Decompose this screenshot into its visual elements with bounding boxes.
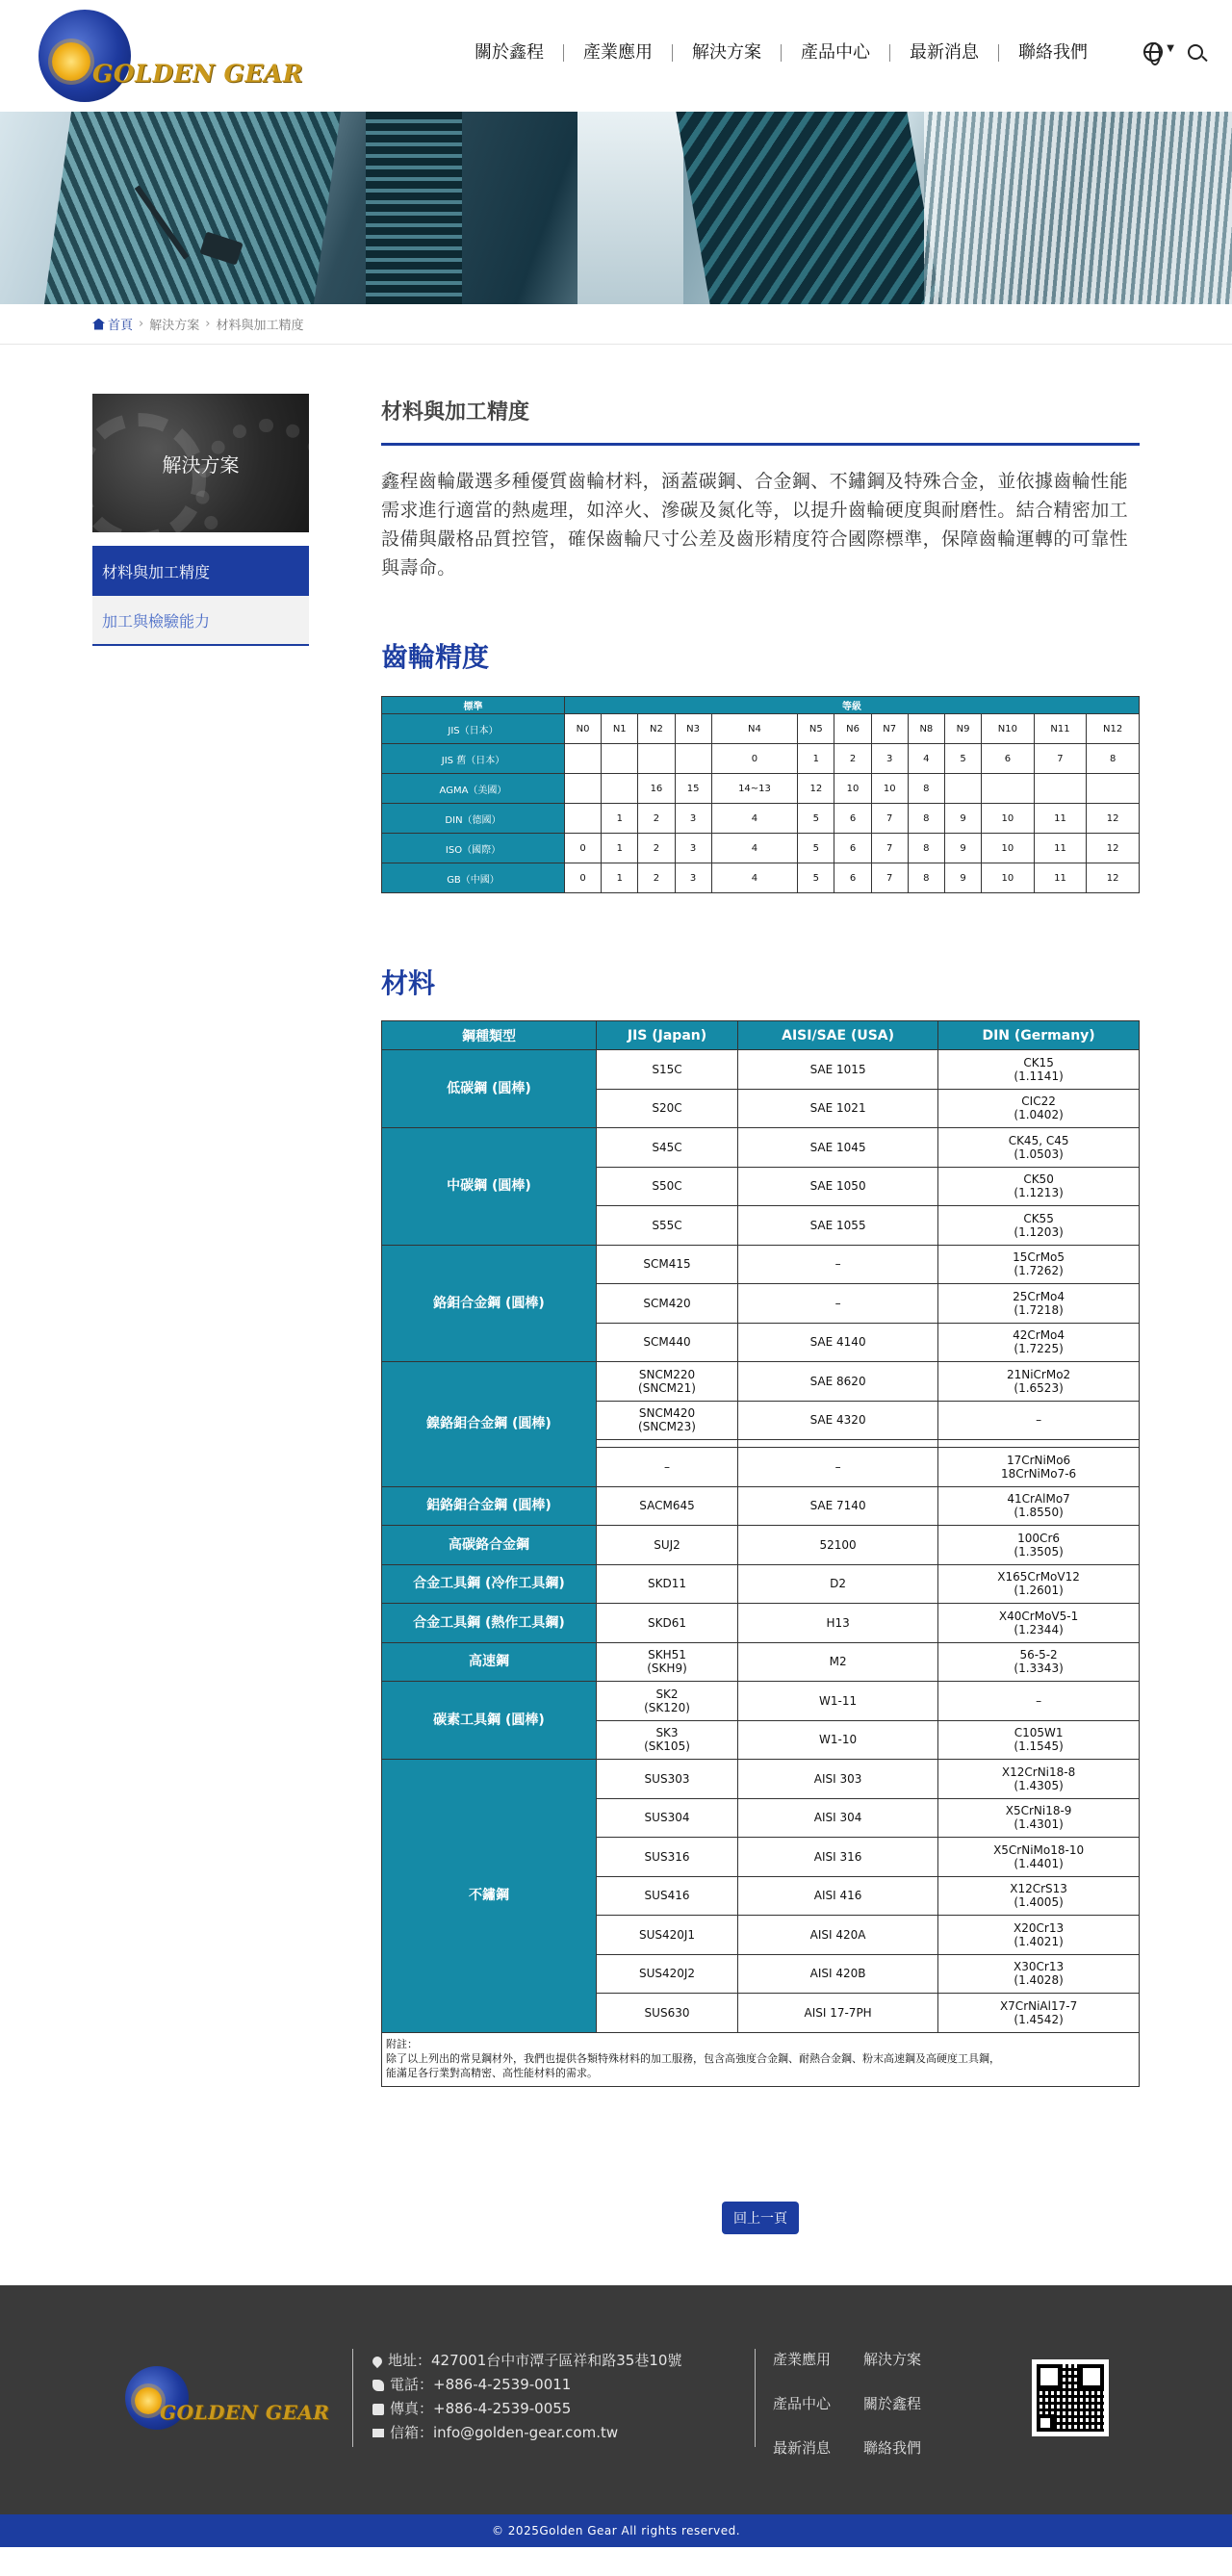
precision-row-label: DIN（德國）	[382, 804, 565, 834]
precision-header-standard: 標準	[382, 697, 565, 714]
material-cell-din: 17CrNiMo6 18CrNiMo7-6	[938, 1448, 1140, 1487]
qr-code[interactable]	[1032, 2359, 1109, 2436]
material-cell-jis: SUS420J2	[597, 1954, 738, 1994]
material-cell-jis: SUS420J1	[597, 1916, 738, 1955]
footer-link-contact[interactable]: 聯絡我們	[863, 2439, 922, 2457]
material-cell-din: X30Cr13 (1.4028)	[938, 1954, 1140, 1994]
material-row	[382, 1245, 1140, 1284]
search-icon[interactable]	[1188, 44, 1203, 60]
precision-cell: 1	[602, 804, 638, 834]
material-row	[382, 1760, 1140, 1799]
precision-cell: 2	[638, 834, 675, 863]
material-cell-aisi: AISI 17-7PH	[738, 1994, 938, 2033]
breadcrumb-current: 材料與加工精度	[216, 319, 304, 333]
precision-header-grade: 等級	[565, 697, 1140, 714]
precision-cell: N8	[908, 714, 944, 744]
material-category: 合金工具鋼 (冷作工具鋼)	[382, 1564, 597, 1604]
material-cell-aisi: W1-10	[738, 1720, 938, 1760]
intro-paragraph: 鑫程齒輪嚴選多種優質齒輪材料，涵蓋碳鋼、合金鋼、不鏽鋼及特殊合金，並依據齒輪性能需求進行適當的熱處理，如淬火、滲碳及氮化等，以提升齒輪硬度與耐磨性。結合精密加工設備與嚴格品質控管，確保齒輪尺寸公差及齒形精度符合國際標準，保障齒輪運轉的可靠性與壽命。	[381, 471, 1129, 579]
footer-address	[372, 2349, 681, 2373]
precision-cell: 5	[798, 834, 834, 863]
precision-row	[382, 834, 1140, 863]
material-table-body	[382, 1050, 1140, 2033]
material-cell-jis: SKH51 (SKH9)	[597, 1642, 738, 1682]
phone-icon	[372, 2380, 384, 2391]
precision-cell: 11	[1034, 863, 1087, 893]
nav-industry[interactable]: 產業應用	[563, 44, 672, 62]
precision-cell: N5	[798, 714, 834, 744]
material-cell-din: –	[938, 1401, 1140, 1440]
site-logo[interactable]	[38, 10, 304, 102]
site-footer	[0, 2285, 1232, 2514]
material-cell-din: X40CrMoV5-1 (1.2344)	[938, 1604, 1140, 1643]
logo-sun-icon	[52, 42, 90, 81]
precision-cell: 3	[675, 804, 711, 834]
material-category: 鎳鉻鉬合金鋼 (圓棒)	[382, 1362, 597, 1487]
footer-link-news[interactable]: 最新消息	[773, 2439, 832, 2457]
material-cell-din: 15CrMo5 (1.7262)	[938, 1245, 1140, 1284]
precision-cell: 3	[871, 744, 908, 774]
precision-cell: 15	[675, 774, 711, 804]
precision-cell: 5	[944, 744, 981, 774]
material-title: 材料	[381, 967, 436, 999]
fax-icon	[372, 2404, 384, 2415]
banner-building-3	[578, 112, 683, 304]
material-cell-jis: SNCM420 (SNCM23)	[597, 1401, 738, 1440]
material-cell-din	[938, 1440, 1140, 1448]
nav-solutions[interactable]: 解決方案	[672, 44, 781, 62]
precision-cell: 11	[1034, 834, 1087, 863]
footer-fax	[372, 2397, 681, 2421]
note-label: 附註：	[386, 2037, 418, 2050]
footer-contact	[352, 2349, 681, 2447]
chevron-down-icon[interactable]: ▼	[1167, 42, 1174, 54]
material-cell-din: X165CrMoV12 (1.2601)	[938, 1564, 1140, 1604]
material-cell-din: 56-5-2 (1.3343)	[938, 1642, 1140, 1682]
material-cell-jis: S45C	[597, 1128, 738, 1168]
sidebar-hero	[92, 394, 309, 532]
precision-cell: 3	[675, 863, 711, 893]
logo-sun-icon	[135, 2387, 162, 2414]
material-cell-aisi: AISI 420B	[738, 1954, 938, 1994]
banner-building-4	[676, 112, 940, 304]
material-row	[382, 1128, 1140, 1168]
precision-row-label: GB（中國）	[382, 863, 565, 893]
precision-cell: 8	[908, 834, 944, 863]
material-cell-aisi: H13	[738, 1604, 938, 1643]
header-tools	[1143, 42, 1203, 62]
material-cell-aisi: SAE 1045	[738, 1128, 938, 1168]
precision-row-label: ISO（國際）	[382, 834, 565, 863]
back-button[interactable]: 回上一頁	[722, 2202, 799, 2234]
material-cell-jis: SCM415	[597, 1245, 738, 1284]
material-cell-aisi: AISI 303	[738, 1760, 938, 1799]
precision-cell: 1	[602, 834, 638, 863]
breadcrumb	[0, 304, 1232, 345]
material-cell-jis	[597, 1440, 738, 1448]
material-cell-jis: SUS416	[597, 1876, 738, 1916]
material-cell-jis: SNCM220 (SNCM21)	[597, 1362, 738, 1402]
site-header	[0, 0, 1232, 112]
precision-cell: 2	[638, 804, 675, 834]
material-category: 高碳鉻合金鋼	[382, 1526, 597, 1565]
precision-cell	[675, 744, 711, 774]
material-cell-aisi: AISI 416	[738, 1876, 938, 1916]
material-cell-jis: SUS304	[597, 1798, 738, 1838]
material-cell-jis: S15C	[597, 1050, 738, 1090]
precision-row-label: AGMA（美國）	[382, 774, 565, 804]
material-row	[382, 1604, 1140, 1643]
footer-logo[interactable]	[125, 2366, 330, 2434]
material-cell-jis: SUS303	[597, 1760, 738, 1799]
precision-cell: 1	[602, 863, 638, 893]
main-content	[381, 394, 1140, 2087]
material-cell-jis: SACM645	[597, 1486, 738, 1526]
material-category: 鉻鉬合金鋼 (圓棒)	[382, 1245, 597, 1362]
material-row	[382, 1050, 1140, 1090]
material-cell-aisi: AISI 304	[738, 1798, 938, 1838]
precision-cell: 12	[1087, 804, 1140, 834]
material-cell-jis: SKD11	[597, 1564, 738, 1604]
precision-row	[382, 804, 1140, 834]
material-category: 鋁鉻鉬合金鋼 (圓棒)	[382, 1486, 597, 1526]
material-cell-jis: SCM440	[597, 1323, 738, 1362]
precision-cell	[1034, 774, 1087, 804]
material-cell-aisi: SAE 4320	[738, 1401, 938, 1440]
material-cell-din: CK45, C45 (1.0503)	[938, 1128, 1140, 1168]
precision-row	[382, 714, 1140, 744]
material-cell-din: CK15 (1.1141)	[938, 1050, 1140, 1090]
material-cell-din: X20Cr13 (1.4021)	[938, 1916, 1140, 1955]
precision-cell: 4	[908, 744, 944, 774]
precision-cell: 0	[565, 863, 602, 893]
material-cell-aisi: 52100	[738, 1526, 938, 1565]
precision-cell: 10	[871, 774, 908, 804]
footer-phone-text[interactable]: 電話：+886-4-2539-0011	[390, 2376, 572, 2393]
material-note	[381, 2033, 1140, 2087]
material-cell-aisi: AISI 420A	[738, 1916, 938, 1955]
material-cell-jis: SUS316	[597, 1838, 738, 1877]
material-header-jis: JIS (Japan)	[597, 1021, 738, 1050]
material-cell-aisi: –	[738, 1448, 938, 1487]
breadcrumb-solutions[interactable]: 解決方案	[149, 319, 200, 333]
material-cell-jis: S50C	[597, 1167, 738, 1206]
precision-cell	[602, 774, 638, 804]
material-cell-jis: S55C	[597, 1206, 738, 1246]
precision-cell	[565, 744, 602, 774]
precision-cell: 12	[798, 774, 834, 804]
logo-text: GOLDEN GEAR	[92, 60, 304, 88]
footer-links	[755, 2349, 940, 2457]
material-cell-aisi: W1-11	[738, 1682, 938, 1721]
material-cell-aisi: SAE 8620	[738, 1362, 938, 1402]
footer-phone	[372, 2373, 681, 2397]
precision-cell: 8	[908, 863, 944, 893]
note-line-1: 除了以上列出的常見鋼材外，我們也提供各類特殊材料的加工服務，包含高強度合金鋼、耐熱合金鋼、粉末高速鋼及高硬度工具鋼，	[386, 2051, 1000, 2065]
material-cell-jis: –	[597, 1448, 738, 1487]
precision-cell	[602, 744, 638, 774]
material-category: 中碳鋼 (圓棒)	[382, 1128, 597, 1246]
material-category: 不鏽鋼	[382, 1760, 597, 2033]
breadcrumb-home[interactable]: 首頁	[108, 319, 134, 333]
precision-cell	[565, 804, 602, 834]
main-nav	[455, 44, 1107, 62]
precision-cell: N6	[834, 714, 871, 744]
precision-cell: 8	[1087, 744, 1140, 774]
precision-cell: 4	[711, 804, 798, 834]
material-cell-din: X12CrS13 (1.4005)	[938, 1876, 1140, 1916]
footer-address-text: 地址：427001台中市潭子區祥和路35巷10號	[388, 2352, 682, 2369]
precision-cell: 7	[871, 834, 908, 863]
material-cell-aisi	[738, 1440, 938, 1448]
material-header-din: DIN (Germany)	[938, 1021, 1140, 1050]
material-row	[382, 1526, 1140, 1565]
sidebar-item-inspection[interactable]: 加工與檢驗能力	[92, 596, 309, 646]
footer-email-text[interactable]: 信箱：info@golden-gear.com.tw	[390, 2424, 619, 2441]
footer-logo-text: GOLDEN GEAR	[160, 2401, 330, 2424]
material-cell-din: 21NiCrMo2 (1.6523)	[938, 1362, 1140, 1402]
precision-cell	[565, 774, 602, 804]
material-cell-din: CK50 (1.1213)	[938, 1167, 1140, 1206]
precision-cell: 4	[711, 834, 798, 863]
material-cell-din: –	[938, 1682, 1140, 1721]
material-row	[382, 1682, 1140, 1721]
material-row	[382, 1362, 1140, 1402]
precision-cell: 4	[711, 863, 798, 893]
precision-row	[382, 863, 1140, 893]
nav-contact[interactable]: 聯絡我們	[998, 44, 1107, 62]
material-cell-din: 42CrMo4 (1.7225)	[938, 1323, 1140, 1362]
material-cell-din: 25CrMo4 (1.7218)	[938, 1284, 1140, 1324]
breadcrumb-separator: ›	[205, 317, 211, 331]
banner-building-5	[924, 112, 1232, 304]
precision-row	[382, 774, 1140, 804]
mail-icon	[372, 2429, 384, 2437]
material-cell-jis: SUS630	[597, 1994, 738, 2033]
precision-cell	[1087, 774, 1140, 804]
precision-cell: N2	[638, 714, 675, 744]
precision-cell: 6	[834, 804, 871, 834]
precision-cell: 1	[798, 744, 834, 774]
qr-finder	[1037, 2414, 1054, 2432]
precision-cell: N11	[1034, 714, 1087, 744]
precision-cell: 2	[834, 744, 871, 774]
precision-row-label: JIS（日本）	[382, 714, 565, 744]
material-cell-aisi: D2	[738, 1564, 938, 1604]
precision-row-label: JIS 舊（日本）	[382, 744, 565, 774]
precision-cell	[638, 744, 675, 774]
material-header-type: 鋼種類型	[382, 1021, 597, 1050]
material-category: 高速鋼	[382, 1642, 597, 1682]
precision-cell: N7	[871, 714, 908, 744]
precision-cell: 9	[944, 804, 981, 834]
material-cell-aisi: –	[738, 1284, 938, 1324]
material-row	[382, 1642, 1140, 1682]
material-cell-jis: SUJ2	[597, 1526, 738, 1565]
precision-cell: N3	[675, 714, 711, 744]
precision-cell: 12	[1087, 834, 1140, 863]
material-category: 碳素工具鋼 (圓棒)	[382, 1682, 597, 1760]
precision-table-body	[382, 714, 1140, 893]
footer-link-products[interactable]: 產品中心	[773, 2395, 832, 2412]
banner-building-1	[44, 112, 341, 304]
precision-cell	[982, 774, 1035, 804]
footer-link-industry[interactable]: 產業應用	[773, 2351, 832, 2368]
home-icon[interactable]	[92, 319, 105, 330]
precision-cell: 7	[871, 804, 908, 834]
material-cell-din: X5CrNi18-9 (1.4301)	[938, 1798, 1140, 1838]
material-category: 低碳鋼 (圓棒)	[382, 1050, 597, 1128]
precision-cell: 14~13	[711, 774, 798, 804]
precision-cell: 8	[908, 804, 944, 834]
material-row	[382, 1486, 1140, 1526]
precision-cell: 0	[711, 744, 798, 774]
material-category: 合金工具鋼 (熱作工具鋼)	[382, 1604, 597, 1643]
sidebar-hero-title: 解決方案	[162, 452, 240, 477]
language-globe-icon[interactable]	[1143, 42, 1163, 62]
precision-cell: N10	[982, 714, 1035, 744]
material-cell-jis: S20C	[597, 1089, 738, 1128]
precision-cell: 2	[638, 863, 675, 893]
precision-cell: N4	[711, 714, 798, 744]
banner-building-2	[366, 112, 462, 304]
precision-title: 齒輪精度	[381, 641, 490, 673]
precision-cell: 5	[798, 804, 834, 834]
material-cell-aisi: SAE 1015	[738, 1050, 938, 1090]
precision-cell: 10	[982, 804, 1035, 834]
material-header-aisi: AISI/SAE (USA)	[738, 1021, 938, 1050]
material-cell-din: X5CrNiMo18-10 (1.4401)	[938, 1838, 1140, 1877]
breadcrumb-separator: ›	[139, 317, 144, 331]
precision-cell: 16	[638, 774, 675, 804]
nav-products[interactable]: 產品中心	[781, 44, 889, 62]
material-cell-din: CIC22 (1.0402)	[938, 1089, 1140, 1128]
precision-cell: 3	[675, 834, 711, 863]
precision-cell: 9	[944, 834, 981, 863]
nav-news[interactable]: 最新消息	[889, 44, 998, 62]
material-cell-din: X12CrNi18-8 (1.4305)	[938, 1760, 1140, 1799]
sidebar-item-materials[interactable]: 材料與加工精度	[92, 546, 309, 596]
precision-cell: 12	[1087, 863, 1140, 893]
material-cell-din: CK55 (1.1203)	[938, 1206, 1140, 1246]
material-cell-jis: SK3 (SK105)	[597, 1720, 738, 1760]
material-cell-din: C105W1 (1.1545)	[938, 1720, 1140, 1760]
qr-code-pattern	[1037, 2364, 1104, 2432]
precision-cell: 11	[1034, 804, 1087, 834]
precision-cell: 7	[1034, 744, 1087, 774]
footer-link-solutions[interactable]: 解決方案	[863, 2351, 922, 2368]
page-title: 材料與加工精度	[381, 394, 1140, 446]
precision-cell: 10	[834, 774, 871, 804]
sidebar	[92, 394, 309, 646]
footer-fax-text: 傳真：+886-4-2539-0055	[390, 2400, 572, 2417]
precision-cell: 5	[798, 863, 834, 893]
material-cell-din: 100Cr6 (1.3505)	[938, 1526, 1140, 1565]
footer-email	[372, 2421, 681, 2445]
precision-row	[382, 744, 1140, 774]
precision-cell: N12	[1087, 714, 1140, 744]
precision-cell: 7	[871, 863, 908, 893]
material-table	[381, 1020, 1140, 2033]
material-cell-aisi: SAE 1021	[738, 1089, 938, 1128]
material-cell-din: X7CrNiAl17-7 (1.4542)	[938, 1994, 1140, 2033]
precision-cell: N9	[944, 714, 981, 744]
material-cell-aisi: SAE 7140	[738, 1486, 938, 1526]
material-cell-aisi: M2	[738, 1642, 938, 1682]
material-cell-jis: SKD61	[597, 1604, 738, 1643]
precision-cell: 0	[565, 834, 602, 863]
precision-cell: N1	[602, 714, 638, 744]
hero-banner	[0, 112, 1232, 304]
footer-link-about[interactable]: 關於鑫程	[863, 2395, 922, 2412]
precision-cell: 6	[834, 863, 871, 893]
precision-cell: 6	[834, 834, 871, 863]
material-row	[382, 1564, 1140, 1604]
map-pin-icon	[371, 2354, 384, 2367]
material-cell-aisi: SAE 4140	[738, 1323, 938, 1362]
precision-cell: 10	[982, 863, 1035, 893]
note-line-2: 能滿足各行業對高精密、高性能材料的需求。	[386, 2066, 598, 2079]
material-cell-aisi: AISI 316	[738, 1838, 938, 1877]
precision-cell: 10	[982, 834, 1035, 863]
precision-cell: N0	[565, 714, 602, 744]
precision-cell	[944, 774, 981, 804]
nav-about[interactable]: 關於鑫程	[475, 42, 544, 63]
precision-cell: 8	[908, 774, 944, 804]
material-cell-jis: SK2 (SK120)	[597, 1682, 738, 1721]
material-cell-aisi: SAE 1050	[738, 1167, 938, 1206]
material-cell-aisi: –	[738, 1245, 938, 1284]
precision-cell: 6	[982, 744, 1035, 774]
material-cell-din: 41CrAlMo7 (1.8550)	[938, 1486, 1140, 1526]
material-cell-jis: SCM420	[597, 1284, 738, 1324]
precision-cell: 9	[944, 863, 981, 893]
copyright-bar: © 2025Golden Gear All rights reserved.	[0, 2514, 1232, 2547]
material-cell-aisi: SAE 1055	[738, 1206, 938, 1246]
precision-table	[381, 696, 1140, 893]
